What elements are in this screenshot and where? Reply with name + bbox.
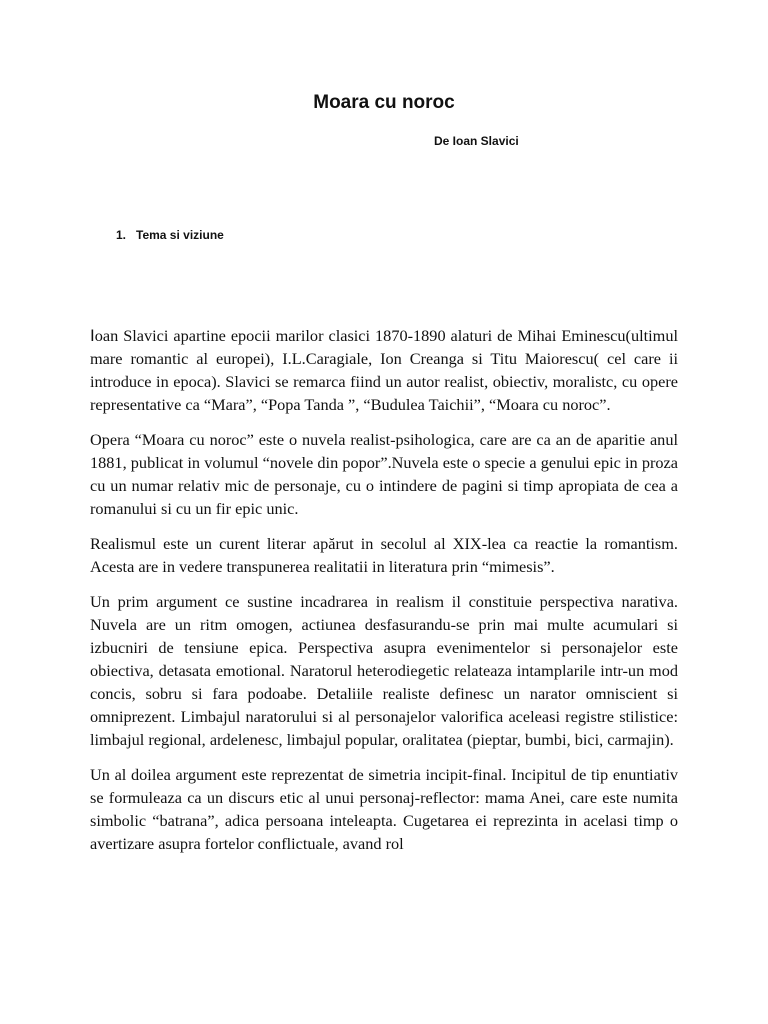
paragraph-initial: I <box>90 326 95 345</box>
section-title: Tema si viziune <box>136 228 224 242</box>
paragraph-text: Realismul este un curent literar apărut in secolul al XIX-lea ca reactie la romantism. Acesta are in vedere transpunerea realitatii in literatura prin “mimesis”. <box>90 534 678 576</box>
body-text <box>90 324 678 867</box>
paragraph-3 <box>90 532 678 578</box>
paragraph-2 <box>90 428 678 520</box>
paragraph-text: Opera “Moara cu noroc” este o nuvela realist-psihologica, care are ca an de aparitie anul 1881, publicat in volumul “novele din popor”.Nuvela este o specie a genului epic in proza cu un numar relativ mic de personaje, cu o intindere de pagini si timp apropiata de cea a romanului si cu un fir epic unic. <box>90 430 678 518</box>
paragraph-text: Un prim argument ce sustine incadrarea in realism il constituie perspectiva narativa. Nuvela are un ritm omogen, actiunea desfasurandu-se prin mai multe acumulari si izbucniri de tensiune epica. Perspectiva asupra evenimentelor si personajelor este obiectiva, detasata emotional. Naratorul heterodiegetic relateaza intamplarile intr-un mod concis, sobru si fara podoabe. Detaliile realiste definesc un narator omniscient si omniprezent. Limbajul naratorului si al personajelor valorifica aceleasi registre stilistice: limbajul regional, ardelenesc, limbajul popular, oralitatea (pieptar, bumbi, bici, carmajin). <box>90 592 678 749</box>
section-number: 1. <box>116 228 127 242</box>
paragraph-1 <box>90 324 678 416</box>
paragraph-5 <box>90 763 678 855</box>
document-author: De Ioan Slavici <box>434 134 519 148</box>
paragraph-4 <box>90 590 678 751</box>
section-heading <box>116 228 224 242</box>
document-title: Moara cu noroc <box>313 92 455 113</box>
paragraph-text: oan Slavici apartine epocii marilor clasici 1870-1890 alaturi de Mihai Eminescu(ultimul mare romantic al europei), I.L.Caragiale, Ion Creanga si Titu Maiorescu( cel care ii introduce in epoca). Slavici se remarca fiind un autor realist, obiectiv, moralistc, cu opere representative ca “Mara”, “Popa Tanda ”, “Budulea Taichii”, “Moara cu noroc”. <box>90 326 678 414</box>
paragraph-text: Un al doilea argument este reprezentat de simetria incipit-final. Incipitul de tip enuntiativ se formuleaza ca un discurs etic al unui personaj-reflector: mama Anei, care este numita simbolic “batrana”, adica persoana inteleapta. Cugetarea ei reprezinta in acelasi timp o avertizare asupra fortelor conflictuale, avand rol <box>90 765 678 853</box>
